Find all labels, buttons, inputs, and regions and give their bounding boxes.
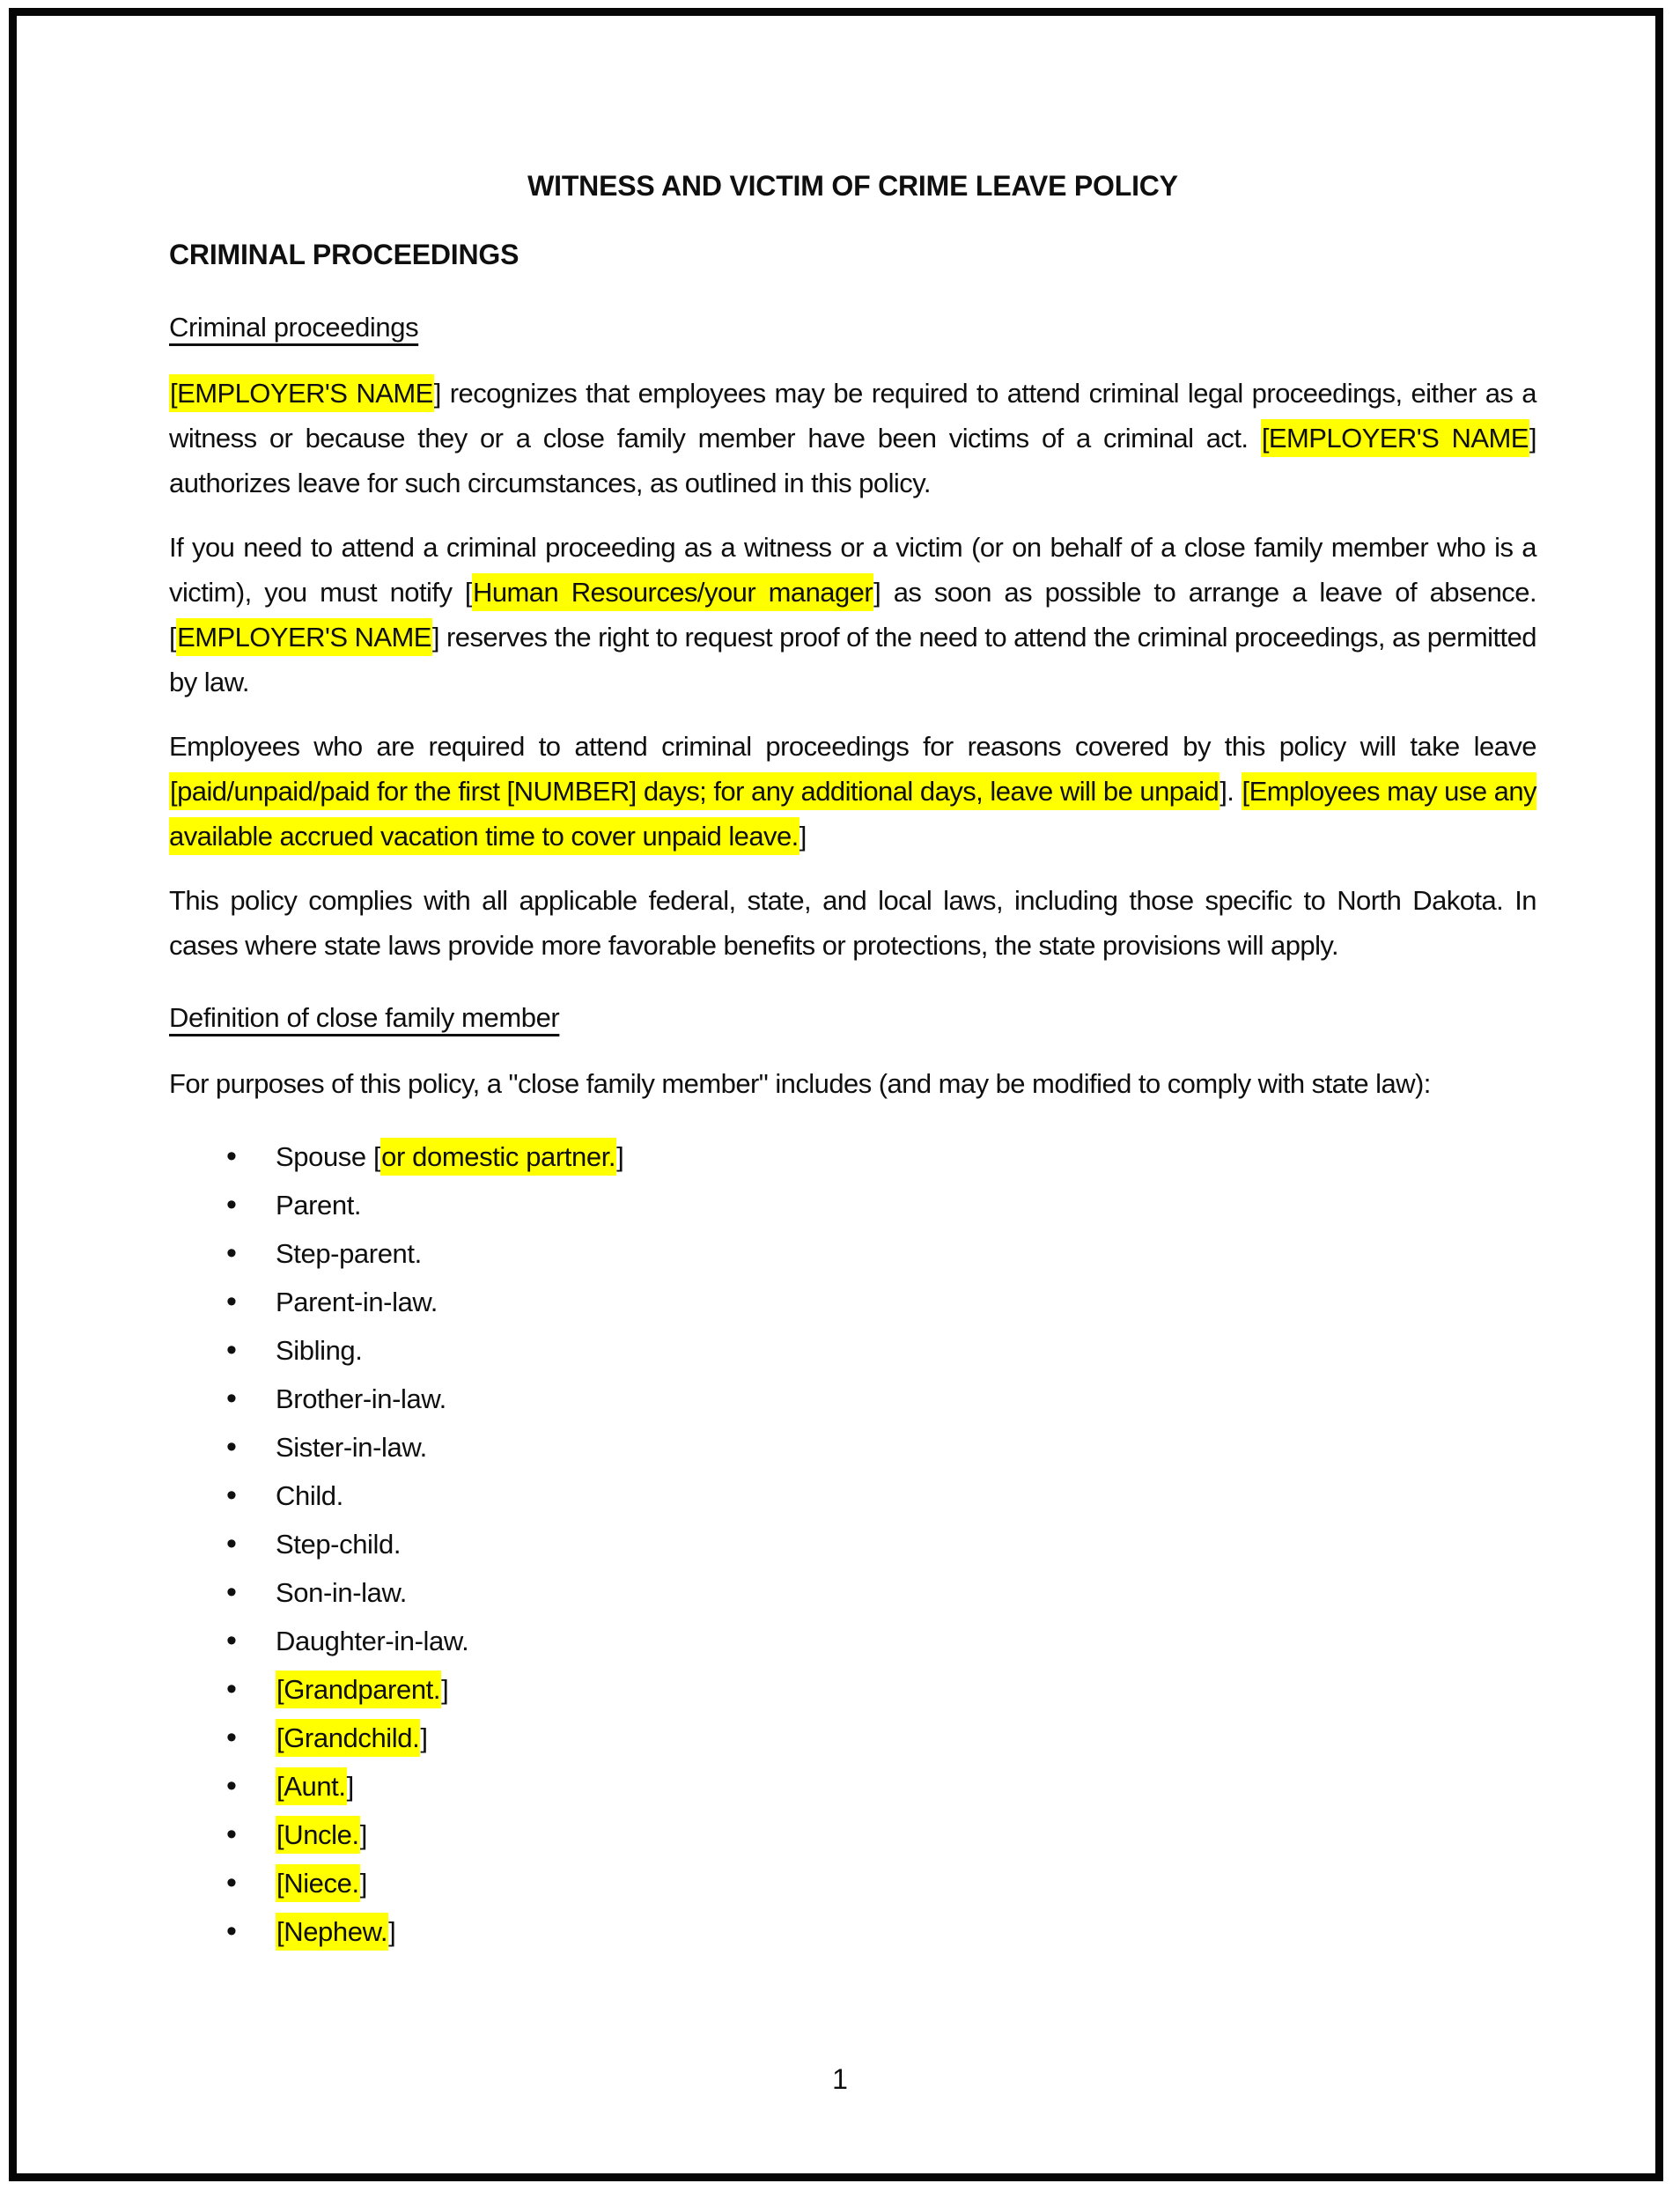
highlighted-placeholder: [Nephew.	[276, 1913, 388, 1951]
subheading: Criminal proceedings	[169, 312, 419, 343]
highlighted-placeholder: [Aunt.	[276, 1767, 347, 1805]
paragraph	[169, 525, 1536, 704]
section-heading: CRIMINAL PROCEEDINGS	[169, 239, 519, 270]
text-run: ]	[420, 1722, 428, 1753]
text-run: ]	[441, 1674, 449, 1705]
list-item	[169, 1229, 1536, 1278]
text-run: ] recognizes that employees may be required to attend criminal legal proceedings, either as a witness or because they or a close family member have been victims of a criminal act.	[169, 378, 1536, 454]
page-number: 1	[832, 2063, 848, 2095]
subheading: Definition of close family member	[169, 1002, 560, 1033]
highlighted-placeholder: [EMPLOYER'S NAME	[1261, 419, 1529, 457]
text-run: Step-parent.	[276, 1238, 422, 1269]
list-item	[169, 1132, 1536, 1181]
text-run: Step-child.	[276, 1529, 402, 1560]
text-run: Daughter-in-law.	[276, 1626, 469, 1656]
list-item	[169, 1811, 1536, 1859]
text-run: ]	[346, 1771, 354, 1802]
list-item	[169, 1520, 1536, 1568]
document-content	[169, 0, 1536, 1956]
highlighted-placeholder: [EMPLOYER'S NAME	[169, 374, 434, 412]
list-item	[169, 1471, 1536, 1520]
paragraph	[169, 724, 1536, 859]
text-run: Sister-in-law.	[276, 1432, 427, 1463]
text-run: Parent-in-law.	[276, 1287, 438, 1317]
text-run: ]	[359, 1868, 367, 1899]
list-item	[169, 1326, 1536, 1375]
text-run: Employees who are required to attend criminal proceedings for reasons covered by this policy will take leave	[169, 731, 1536, 762]
text-run: Spouse [	[276, 1141, 381, 1172]
text-run: ]	[616, 1141, 624, 1172]
highlighted-placeholder: [Grandchild.	[276, 1719, 420, 1757]
text-run: ].	[1219, 776, 1242, 807]
list-item	[169, 1423, 1536, 1471]
text-run: ] reserves the right to request proof of the need to attend the criminal proceedings, as permitted by law.	[169, 622, 1536, 697]
text-run: ]	[799, 821, 807, 852]
text-run: Child.	[276, 1480, 343, 1511]
list-item	[169, 1181, 1536, 1229]
text-run: Son-in-law.	[276, 1577, 407, 1608]
highlighted-placeholder: [Grandparent.	[276, 1671, 441, 1708]
text-run: This policy complies with all applicable federal, state, and local laws, including those specific to North Dakota. In cases where state laws provide more favorable benefits or protections, the state provisions will apply.	[169, 885, 1536, 961]
list-item	[169, 1617, 1536, 1665]
text-run: ]	[359, 1819, 367, 1850]
highlighted-placeholder: [Uncle.	[276, 1816, 360, 1854]
list-item	[169, 1278, 1536, 1326]
text-run: ] authorizes leave for such circumstances, as outlined in this policy.	[169, 423, 1536, 498]
highlighted-placeholder: Human Resources/your manager	[472, 573, 873, 611]
text-run: ] as soon as possible to arrange a leave of absence. [	[169, 577, 1537, 653]
page-title: WITNESS AND VICTIM OF CRIME LEAVE POLICY	[527, 170, 1178, 202]
family-member-list	[169, 1132, 1536, 1956]
list-item	[169, 1762, 1536, 1811]
text-run: Brother-in-law.	[276, 1383, 446, 1414]
highlighted-placeholder: [Niece.	[276, 1864, 360, 1902]
text-run: For purposes of this policy, a "close family member" includes (and may be modified to comply with state law):	[169, 1068, 1431, 1099]
text-run: ]	[388, 1916, 396, 1947]
list-item	[169, 1714, 1536, 1762]
highlighted-placeholder: [paid/unpaid/paid for the first [NUMBER] days; for any additional days, leave will be unpaid	[169, 772, 1219, 810]
list-item	[169, 1907, 1536, 1956]
list-item	[169, 1568, 1536, 1617]
list-item	[169, 1859, 1536, 1907]
text-run: If you need to attend a criminal proceeding as a witness or a victim (or on behalf of a close family member who is a victim), you must notify [	[169, 532, 1536, 608]
highlighted-placeholder: [Employees may use any available accrued vacation time to cover unpaid leave.	[169, 772, 1536, 855]
paragraph	[169, 1061, 1536, 1106]
list-item	[169, 1665, 1536, 1714]
highlighted-placeholder: or domestic partner.	[380, 1138, 616, 1176]
highlighted-placeholder: EMPLOYER'S NAME	[176, 618, 432, 656]
list-item	[169, 1375, 1536, 1423]
paragraph	[169, 878, 1536, 968]
document-body	[169, 305, 1536, 1956]
text-run: Sibling.	[276, 1335, 363, 1366]
text-run: Parent.	[276, 1190, 362, 1221]
paragraph	[169, 371, 1536, 505]
